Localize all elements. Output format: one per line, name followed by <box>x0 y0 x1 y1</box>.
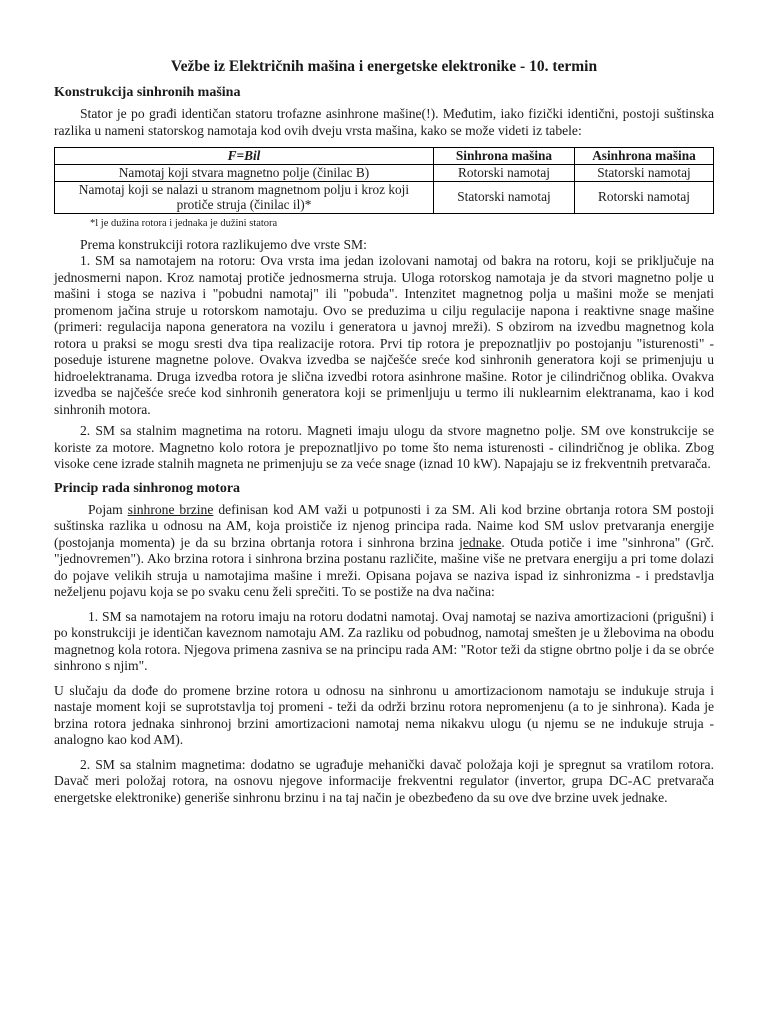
intro-paragraph: Stator je po građi identičan statoru trofazne asinhrone mašine(!). Međutim, iako fizički identični, postoji suštinska razlika u nameni statorskog namotaja kod ovih dveju vrsta mašina, kako se može videti iz tabele: <box>54 106 714 138</box>
table-row <box>55 181 714 213</box>
way-2-paragraph: 2. SM sa stalnim magnetima: dodatno se ugrađuje mehanički davač položaja koji je spregnut sa vratilom rotora. Davač meri položaj rotora, na osnovu njegove informacije frekventni regulator (invertor, grupa DC-AC pretvarača energetske elektronike) generiše sinhronu brzinu i na taj način je obezbeđeno da su ove dve brzine uvek jednake. <box>54 756 714 805</box>
table-header-row <box>55 148 714 165</box>
table-cell: Namotaj koji stvara magnetno polje (činilac B) <box>55 165 434 182</box>
table-row <box>55 165 714 182</box>
table-header-cell: Asinhrona mašina <box>575 148 714 165</box>
document-page <box>54 58 714 806</box>
sm-type-1-paragraph: 1. SM sa namotajem na rotoru: Ova vrsta ima jedan izolovani namotaj od bakra na rotoru, koji se priključuje na jednosmerni napon. Kroz namotaj protiče jednosmerna struja. Uloga rotorskog namotaja je da stvori magnetno polje u mašini i stoga se naziva i "pobudni namotaj" ili "pobuda". Intenzitet magnetnog polja u mašini može se menjati promenom jačina struje u rotorskom namotaju. Ovo se preduzima u cilju regulacije napona i reaktivne snage mašine (primeri: regulacija napona generatora na vozilu i generatora u javnoj mreži). S obzirom na izvedbu magnetnog kola rotora u praksi se mogu sresti dva tipa realizacije rotora. Prvi tip rotora je prepoznatljiv po postojanju "isturenosti" - poseduje isturene magnetne polove. Ovakva izvedba se najčešće sreće kod sinhronih generatora koji se primenjuju u hidroelektranama. Druga izvedba rotora je slična izvedbi rotora asinhrone mašine. Rotor je cilindričnog oblika. Ovakva izvedba se najčešće sreće kod sinhronih generatora koji se primenljuju u termo ili nuklearnim elektranama, kao i kod sinhronih motora. <box>54 253 714 417</box>
table-cell: Rotorski namotaj <box>575 181 714 213</box>
section-heading-principle: Princip rada sinhronog motora <box>54 480 241 496</box>
principle-text: definisan kod AM važi u potpunosti i za SM. Ali kod brzine obrtanja rotora SM postoji suštinska razlika u odnosu na AM, koja proističe iz njenog principa rada. Naime kod SM uslov pretvaranja energije (postojanja momenta) je da su brzina obrtanja rotora i sinhrona brzina <box>54 501 714 550</box>
table-cell: Rotorski namotaj <box>434 165 575 182</box>
rotor-types-intro: Prema konstrukciji rotora razlikujemo dve vrste SM: <box>80 236 367 252</box>
way-1-continuation: U slučaju da dođe do promene brzine rotora u odnosu na sinhronu u amortizacionom namotaju se indukuje struja i nastaje moment koji se suprotstavlja toj promeni - teži da održi brzinu rotora nepromenjenu (a to je sinhrona). Kada je brzina rotora jednaka sinhronoj brzini amortizacioni namotaj nema nikakvu ulogu (u njemu se ne indukuje struja - analogno kao kod AM). <box>54 682 714 747</box>
table-cell: Namotaj koji se nalazi u stranom magnetnom polju i kroz koji protiče struja (činilac il)* <box>55 181 434 213</box>
table-header-cell: Sinhrona mašina <box>434 148 575 165</box>
principle-text: Pojam <box>88 501 128 517</box>
synchronous-speed-link[interactable]: sinhrone brzine <box>127 501 214 517</box>
way-1-paragraph: 1. SM sa namotajem na rotoru imaju na rotoru dodatni namotaj. Ovaj namotaj se naziva amortizacioni (prigušni) i po konstrukciji je identičan kaveznom namotaju AM. Za razliku od pobudnog, namotaj smešten je u žlebovima na obodu magnetnog kola rotora. Njegova primena zasniva se na principu rada AM: "Rotor teži da stigne obrtno polje i da se obrće sinhrono s njim". <box>54 608 714 673</box>
table-header-cell: F=Bil <box>55 148 434 165</box>
equal-underlined-word: jednake <box>459 534 502 550</box>
sm-type-2-paragraph: 2. SM sa stalnim magnetima na rotoru. Magneti imaju ulogu da stvore magnetno polje. SM ove konstrukcije se koriste za motore. Magnetno kolo rotora je prepoznatljivo po tome što nema isturenosti - cilindričnog je oblika. Zbog visoke cene izrade stalnih magneta ne primenjuju se za veće snage (iznad 10 kW). Napajaju se iz frekventnih pretvarača. <box>54 423 714 471</box>
table-cell: Statorski namotaj <box>434 181 575 213</box>
document-title: Vežbe iz Električnih mašina i energetske elektronike - 10. termin <box>170 58 598 75</box>
section-heading-construction: Konstrukcija sinhronih mašina <box>54 85 241 100</box>
principle-text: . Otuda potiče i ime "sinhrona" (Grč. "jednovremen"). Ako brzina rotora i sinhrona brzina postanu različite, mašine više ne pretvara energiju a pri tome dolazi do pojave velikih struja u namotajima mašine i mreži. Opisana pojava se naziva ispad iz sinhronizma - i predstavlja neželjenu pojavu koja se po svaku cenu želi sprečiti. To se postiže na dva načina: <box>54 534 714 599</box>
table-cell: Statorski namotaj <box>575 165 714 182</box>
comparison-table <box>54 147 714 214</box>
principle-paragraph <box>54 502 714 601</box>
table-footnote: *l je dužina rotora i jednaka je dužini statora <box>90 217 278 229</box>
